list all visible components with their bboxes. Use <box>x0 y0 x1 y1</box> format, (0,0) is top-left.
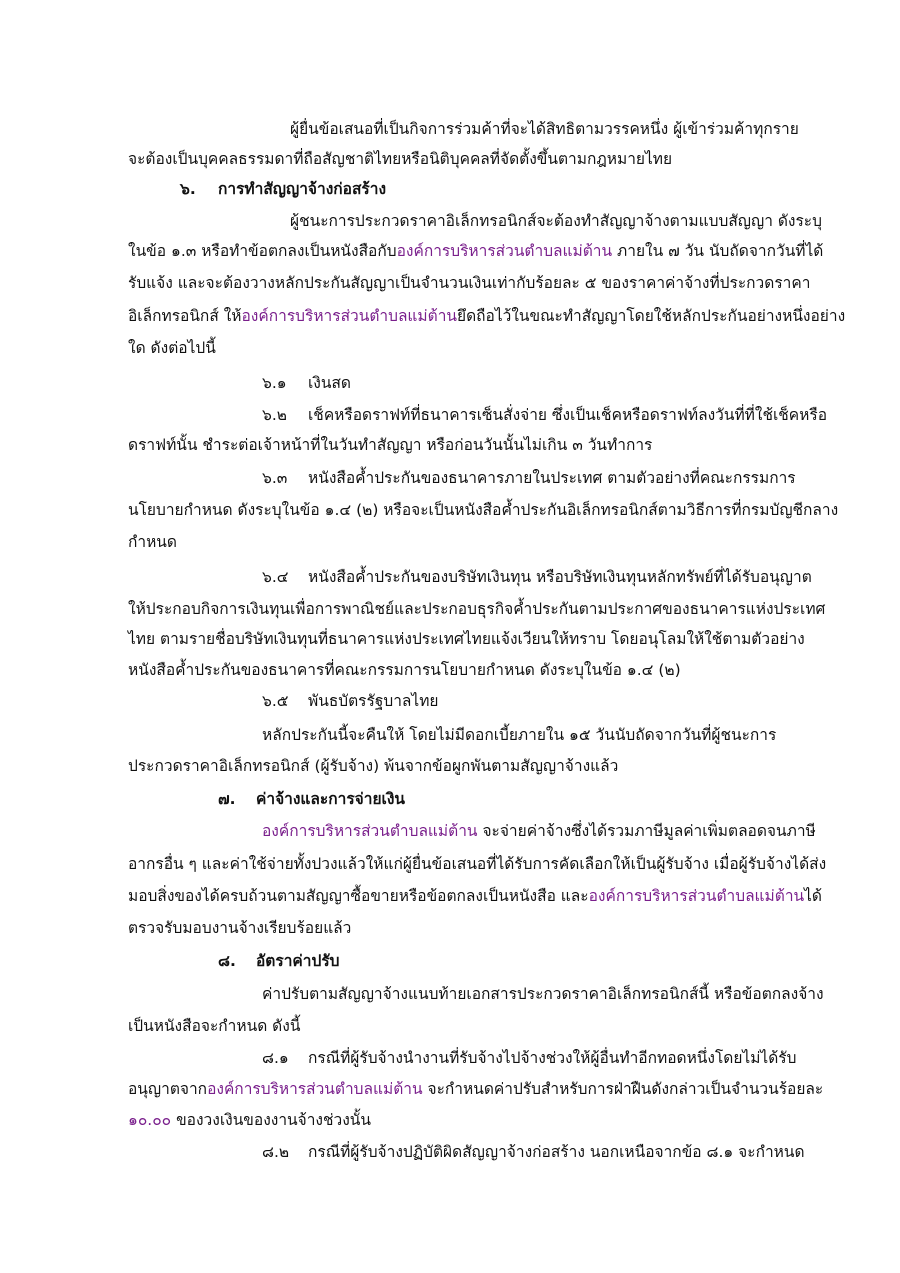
section-title: การทำสัญญาจ้างก่อสร้าง <box>218 180 387 198</box>
paragraph-line: ตรวจรับมอบงานจ้างเรียบร้อยแล้ว <box>128 919 352 937</box>
paragraph-line: หนังสือค้ำประกันของธนาคารที่คณะกรรมการนโยบายกำหนด ดังระบุในข้อ ๑.๔ (๒) <box>128 661 681 679</box>
org-name: องค์การบริหารส่วนตำบลแม่ต้าน <box>262 822 478 840</box>
paragraph-line: อิเล็กทรอนิกส์ ให้องค์การบริหารส่วนตำบลแม่ต้านยึดถือไว้ในขณะทำสัญญาโดยใช้หลักประกันอย่างหนึ่งอย่าง <box>128 307 846 325</box>
paragraph-line: ดราฟท์นั้น ชำระต่อเจ้าหน้าที่ในวันทำสัญญา หรือก่อนวันนั้นไม่เกิน ๓ วันทำการ <box>128 436 653 454</box>
list-item-6-5: ๖.๕ พันธบัตรรัฐบาลไทย <box>262 692 439 710</box>
section-title: ค่าจ้างและการจ่ายเงิน <box>256 790 405 808</box>
org-name: องค์การบริหารส่วนตำบลแม่ต้าน <box>588 887 805 905</box>
section-number: ๘. <box>218 952 236 970</box>
org-name: องค์การบริหารส่วนตำบลแม่ต้าน <box>207 1080 423 1098</box>
paragraph-line: อนุญาตจากองค์การบริหารส่วนตำบลแม่ต้าน จะกำหนดค่าปรับสำหรับการฝ่าฝืนดังกล่าวเป็นจำนวนร้อยละ <box>128 1080 824 1098</box>
paragraph-line: องค์การบริหารส่วนตำบลแม่ต้าน จะจ่ายค่าจ้างซึ่งได้รวมภาษีมูลค่าเพิ่มตลอดจนภาษี <box>262 822 816 840</box>
list-item-6-3: ๖.๓ หนังสือค้ำประกันของธนาคารภายในประเทศ ตามตัวอย่างที่คณะกรรมการ <box>262 469 796 487</box>
org-name: องค์การบริหารส่วนตำบลแม่ต้าน <box>241 307 458 325</box>
paragraph-line: ในข้อ ๑.๓ หรือทำข้อตกลงเป็นหนังสือกับองค์การบริหารส่วนตำบลแม่ต้าน ภายใน ๗ วัน นับถัดจากวันที่ได้ <box>128 242 824 260</box>
section-number: ๗. <box>218 790 236 808</box>
list-item-6-4: ๖.๔ หนังสือค้ำประกันของบริษัทเงินทุน หรือบริษัทเงินทุนหลักทรัพย์ที่ได้รับอนุญาต <box>262 568 812 586</box>
paragraph-line: ผู้ยื่นข้อเสนอที่เป็นกิจการร่วมค้าที่จะได้สิทธิตามวรรคหนึ่ง ผู้เข้าร่วมค้าทุกราย <box>290 120 799 138</box>
paragraph-line: กำหนด <box>128 533 177 551</box>
org-name: องค์การบริหารส่วนตำบลแม่ต้าน <box>396 242 613 260</box>
penalty-rate: ๑๐.๐๐ <box>128 1111 172 1129</box>
paragraph-line: ให้ประกอบกิจการเงินทุนเพื่อการพาณิชย์และประกอบธุรกิจค้ำประกันตามประกาศของธนาคารแห่งประเทศ <box>128 600 826 618</box>
paragraph-line: จะต้องเป็นบุคคลธรรมดาที่ถือสัญชาติไทยหรือนิติบุคคลที่จัดตั้งขึ้นตามกฎหมายไทย <box>128 150 673 168</box>
paragraph-line: ค่าปรับตามสัญญาจ้างแนบท้ายเอกสารประกวดราคาอิเล็กทรอนิกส์นี้ หรือข้อตกลงจ้าง <box>262 985 824 1003</box>
paragraph-line: เป็นหนังสือจะกำหนด ดังนี้ <box>128 1017 301 1035</box>
list-item-6-2: ๖.๒ เช็คหรือดราฟท์ที่ธนาคารเซ็นสั่งจ่าย ซึ่งเป็นเช็คหรือดราฟท์ลงวันที่ที่ใช้เช็คหรือ <box>262 406 828 424</box>
paragraph-line: ประกวดราคาอิเล็กทรอนิกส์ (ผู้รับจ้าง) พ้นจากข้อผูกพันตามสัญญาจ้างแล้ว <box>128 757 619 775</box>
section-6-heading <box>180 178 866 200</box>
paragraph-line: ใด ดังต่อไปนี้ <box>128 339 216 357</box>
list-item-8-1: ๘.๑ กรณีที่ผู้รับจ้างนำงานที่รับจ้างไปจ้างช่วงให้ผู้อื่นทำอีกทอดหนึ่งโดยไม่ได้รับ <box>262 1049 797 1067</box>
paragraph-line: นโยบายกำหนด ดังระบุในข้อ ๑.๔ (๒) หรือจะเป็นหนังสือค้ำประกันอิเล็กทรอนิกส์ตามวิธีการที่กรมบัญชีกลาง <box>128 501 839 519</box>
list-item-8-2: ๘.๒ กรณีที่ผู้รับจ้างปฏิบัติผิดสัญญาจ้างก่อสร้าง นอกเหนือจากข้อ ๘.๑ จะกำหนด <box>262 1143 805 1161</box>
section-title: อัตราค่าปรับ <box>256 952 340 970</box>
section-8-heading <box>218 950 900 972</box>
list-item-6-1: ๖.๑ เงินสด <box>262 374 351 392</box>
section-number: ๖. <box>180 180 196 198</box>
paragraph-line: ๑๐.๐๐ ของวงเงินของงานจ้างช่วงนั้น <box>128 1111 371 1129</box>
section-7-heading <box>218 788 900 810</box>
paragraph-line: หลักประกันนี้จะคืนให้ โดยไม่มีดอกเบี้ยภายใน ๑๕ วันนับถัดจากวันที่ผู้ชนะการ <box>262 726 777 744</box>
paragraph-line: ผู้ชนะการประกวดราคาอิเล็กทรอนิกส์จะต้องทำสัญญาจ้างตามแบบสัญญา ดังระบุ <box>290 212 822 230</box>
paragraph-line: รับแจ้ง และจะต้องวางหลักประกันสัญญาเป็นจำนวนเงินเท่ากับร้อยละ ๕ ของราคาค่าจ้างที่ประกวดราคา <box>128 274 811 292</box>
paragraph-line: มอบสิ่งของได้ครบถ้วนตามสัญญาซื้อขายหรือข้อตกลงเป็นหนังสือ และองค์การบริหารส่วนตำบลแม่ต้านได้ <box>128 887 823 905</box>
paragraph-line: ไทย ตามรายชื่อบริษัทเงินทุนที่ธนาคารแห่งประเทศไทยแจ้งเวียนให้ทราบ โดยอนุโลมให้ใช้ตามตัวอย่าง <box>128 630 805 648</box>
paragraph-line: อากรอื่น ๆ และค่าใช้จ่ายทั้งปวงแล้วให้แก่ผู้ยื่นข้อเสนอที่ได้รับการคัดเลือกให้เป็นผู้รับจ้าง เมื่อผู้รับจ้างได้ส่ง <box>128 855 827 873</box>
